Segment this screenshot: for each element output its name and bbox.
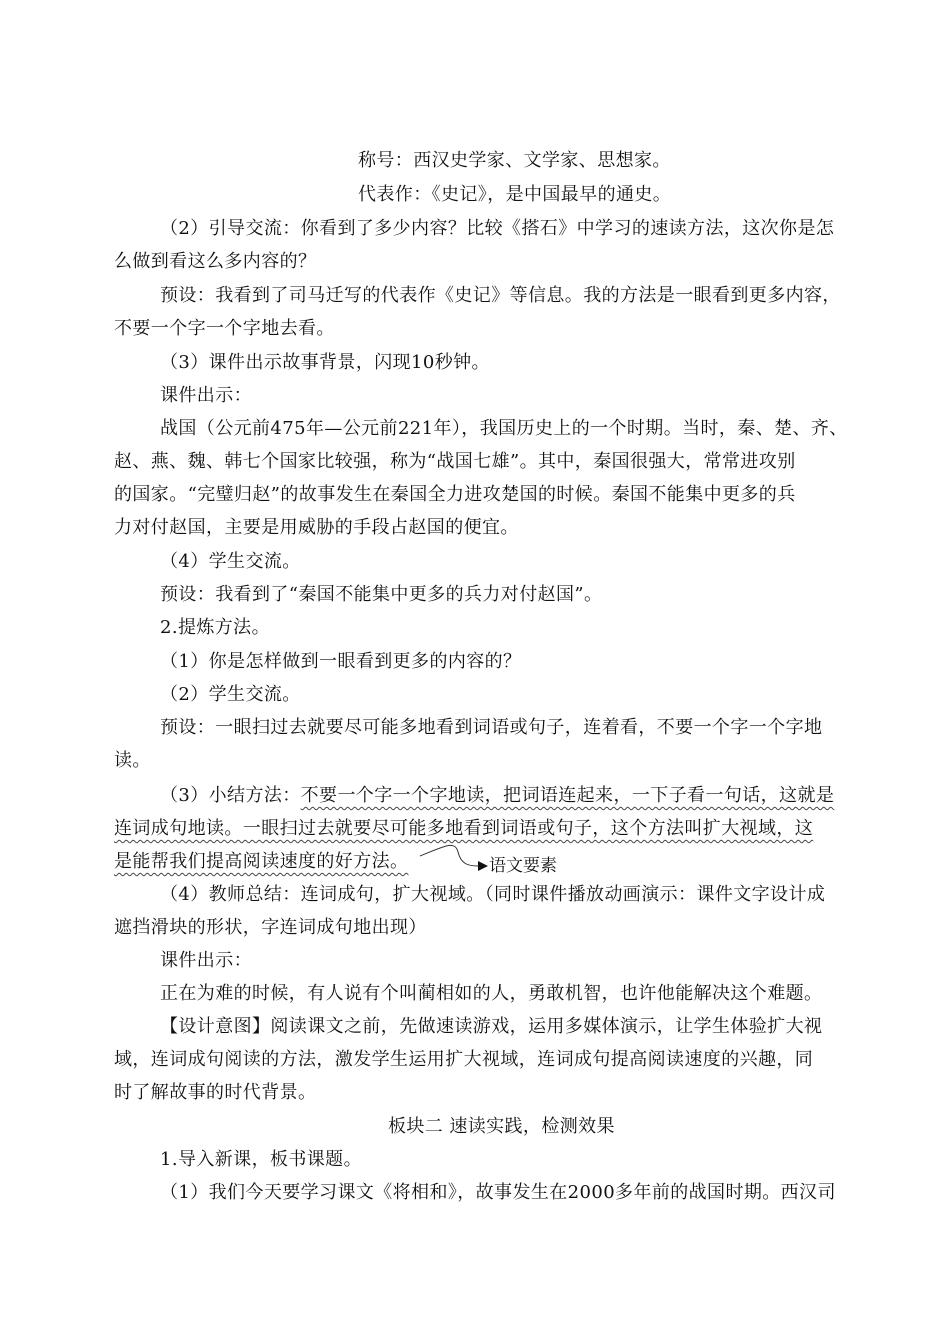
annotation-curve [420,845,478,866]
line-text: 预设：一眼扫过去就要尽可能多地看到词语或句子，连着看，不要一个字一个字地 [160,717,823,738]
line-text: 战国（公元前475年—公元前221年），我国历史上的一个时期。当时，秦、楚、齐、 [160,418,848,439]
annotation-label: 语文要素 [489,856,557,876]
line-text: 读。 [114,750,151,771]
line-text: 不要一个字一个字地去看。 [114,318,335,339]
line-text: 预设：我看到了司马迁写的代表作《史记》等信息。我的方法是一眼看到更多内容， [160,285,841,306]
line-text: 力对付赵国，主要是用威胁的手段占赵国的便宜。 [114,517,519,538]
wavy-underlined-text: 是能帮我们提高阅读速度的好方法。 [114,851,409,872]
line-text: 称号：西汉史学家、文学家、思想家。 [358,150,671,171]
annotation-arrowhead [478,861,488,871]
line-text: （3）课件出示故事背景，闪现10秒钟。 [160,352,490,373]
line-text: （1）我们今天要学习课文《将相和》，故事发生在2000多年前的战国时期。西汉司 [160,1182,836,1203]
line-text: （4）学生交流。 [160,551,301,572]
wavy-underlined-text: 连词成句地读。一眼扫过去就要尽可能多地看到词语或句子，这个方法叫扩大视域，这 [114,818,814,839]
line-text: 么做到看这么多内容的？ [114,251,317,272]
line-text: 域，连词成句阅读的方法，激发学生运用扩大视域，连词成句提高阅读速度的兴趣，同 [114,1049,814,1070]
line-text: （2）学生交流。 [160,684,301,705]
line-text: （2）引导交流：你看到了多少内容？比较《搭石》中学习的速读方法，这次你是怎 [160,218,835,239]
line-text: （4）教师总结：连词成句，扩大视域。（同时课件播放动画演示：课件文字设计成 [160,884,826,905]
line-text: 遮挡滑块的形状，字连词成句地出现） [114,917,427,938]
line-text: 时了解故事的时代背景。 [114,1082,317,1103]
line-text: 板块二 速读实践，检测效果 [388,1116,615,1137]
line-text: （3）小结方法： [160,785,301,806]
line-text: 正在为难的时候，有人说有个叫蔺相如的人，勇敢机智，也许他能解决这个难题。 [160,983,823,1004]
line-text: 的国家。“完璧归赵”的故事发生在秦国全力进攻楚国的时候。秦国不能集中更多的兵 [114,484,796,505]
line-text: 课件出示： [160,385,252,406]
line-text: 代表作：《史记》，是中国最早的通史。 [358,184,672,205]
line-text: 1.导入新课，板书课题。 [160,1149,362,1170]
line-text: 预设：我看到了“秦国不能集中更多的兵力对付赵国”。 [160,584,603,605]
line-text: 赵、燕、魏、韩七个国家比较强，称为“战国七雄”。其中，秦国很强大，常常进攻别 [114,451,796,472]
line-text: 课件出示： [160,950,252,971]
line-text: （1）你是怎样做到一眼看到更多的内容的？ [160,651,522,672]
line-text: 2.提炼方法。 [160,617,270,638]
wavy-underlined-text: 不要一个字一个字地读，把词语连起来，一下子看一句话，这就是 [300,785,835,806]
line-text: 【设计意图】阅读课文之前，先做速读游戏，运用多媒体演示，让学生体验扩大视 [160,1016,823,1037]
